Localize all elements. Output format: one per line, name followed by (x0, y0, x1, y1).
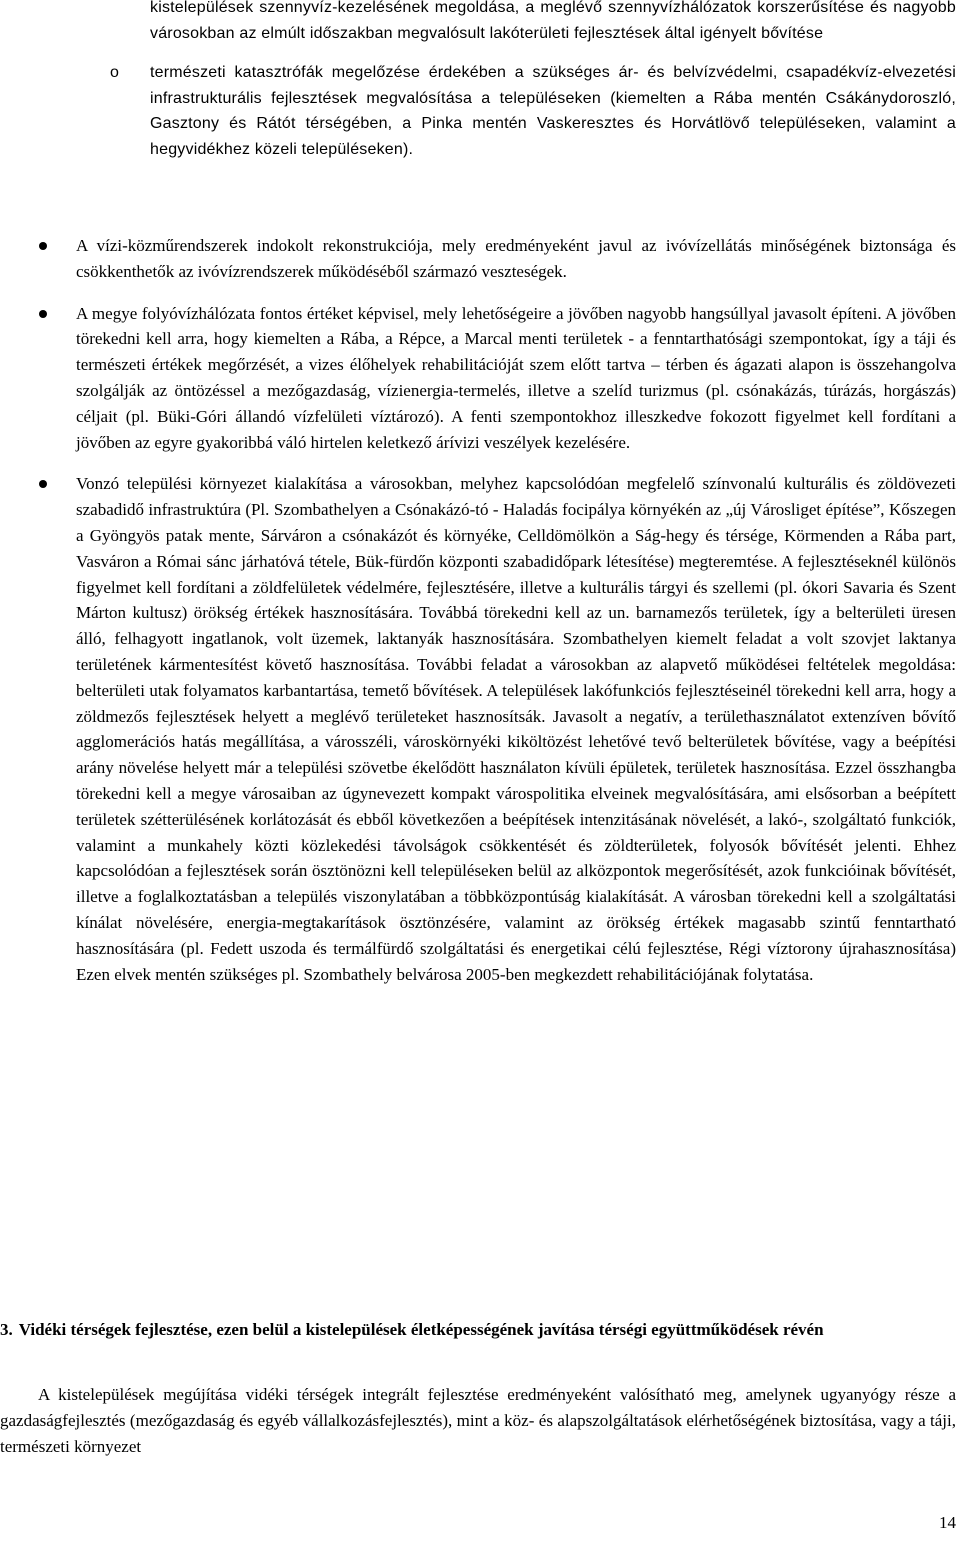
bullet-list-item (0, 301, 956, 456)
bullet-icon (39, 310, 47, 318)
sub-list (30, 0, 956, 176)
sub-list-item (30, 0, 956, 46)
section-body-paragraph: A kistelepülések megújítása vidéki térségek integrált fejlesztése eredményeként valósítható meg, amelynek ugyanyógy része a gazdaságfejlesztés (mezőgazdaság és egyéb vállalkozásfejlesztés), mint a köz- és alapszolgáltatások elérhetőségének biztosítása, vagy a táji, természeti környezet (0, 1385, 956, 1456)
sub-item-text: kistelepülések szennyvíz-kezelésének megoldása, a meglévő szennyvízhálózatok korszerűsítése és nagyobb városokban az elmúlt időszakban megvalósult lakóterületi fejlesztések által igényelt bővítése (150, 0, 956, 42)
section-title: Vidéki térségek fejlesztése, ezen belül a kistelepülések életképességének javítása térségi együttműködések révén (18, 1320, 824, 1339)
bullet-text: A vízi-közműrendszerek indokolt rekonstrukciója, mely eredményeként javul az ivóvízellátás minőségének biztonsága és csökkenthetők az ivóvízrendszerek működéséből származó veszteségek. (76, 236, 956, 281)
bullet-list (0, 233, 956, 1003)
sub-item-text: természeti katasztrófák megelőzése érdekében a szükséges ár- és belvízvédelmi, csapadékvíz-elvezetési infrastrukturális fejlesztések megvalósítása a településeken (kiemelten a Rába mentén Csákánydoroszló, Gasztony és Rátót térségében, a Pinka mentén Vaskeresztes és Horvátlövő településeken, valamint a hegyvidékhez közeli településeken). (150, 64, 956, 158)
section-number: 3. (0, 1320, 13, 1339)
bullet-list-item (0, 233, 956, 285)
sub-item-marker: o (110, 64, 119, 81)
sub-list-item (30, 60, 956, 162)
bullet-text: Vonzó települési környezet kialakítása a városokban, melyhez kapcsolódóan megfelelő színvonalú kulturális és zöldövezeti szabadidő infrastruktúra (Pl. Szombathelyen a Csónakázó-tó - Haladás focipálya környékén az „új Városliget építése”, Kőszegen a Gyöngyös patak mente, Sárváron a csónakázót és környéke, Celldömölkön a Ság-hegy és térsége, Körmenden a Rába part, Vasváron a Római sánc járhatóvá tétele, Bük-fürdőn központi szabadidőpark létesítése) megteremtése. A fejlesztéseknél különös figyelmet kell fordítani a zöldfelületek védelmére, fejlesztésére, illetve a kulturális tárgyi és szellemi (pl. ókori Savaria és Szent Márton kultusz) örökség értékek hasznosítására. Továbbá törekedni kell az un. barnamezős területek, így a belterületi üresen álló, felhagyott ingatlanok, volt üzemek, laktanyák hasznosítására. Szombathelyen kiemelt feladat a volt szovjet laktanya területének kármentesítést követő hasznosítása. További feladat a városokban az alapvető működései feltételek megoldása: belterületi utak folyamatos karbantartása, temető bővítések. A települések lakófunkciós fejlesztéseinél törekedni kell arra, hogy a zöldmezős fejlesztések helyett a meglévő területeket hasznosítsák. Javasolt a negatív, a területhasználatot extenzíven bővítő agglomerációs hatás megállítása, a városszéli, városkörnyéki kiköltözést lehetővé tevő belterületek bővítése, vagy a beépítési arány növelése helyett már a települési szövetbe ékelődött használaton kívüli épületek, területek hasznosítása. Ezzel összhangba törekedni kell a megye városaiban az úgynevezett kompakt várospolitika elveinek megvalósítására, ami elsősorban a beépített területek szétterülésének korlátozását és ebből következően a beépítések intenzitásának növelését, a lakó-, szolgáltató funkciók, valamint a munkahely közti közlekedési távolságok csökkentését és zöldterületek, folyosók bővítését jelenti. Ehhez kapcsolódóan a fejlesztések során ösztönözni kell településeken belül az alközpontok megerősítését, azok funkcióinak bővítését, illetve a foglalkoztatásban a település viszonylatában a többközpontúság kialakítását. A városban törekedni kell a szolgáltatási kínálat növelésére, energia-megtakarítások ösztönzésére, valamint az örökség értékek magasabb szintű fenntartható hasznosítására (pl. Fedett uszoda és termálfürdő szolgáltatási és energetikai célú fejlesztése, Régi víztorony újrahasznosítása) Ezen elvek mentén szükséges pl. Szombathely belvárosa 2005-ben megkezdett rehabilitációjának folytatása. (76, 474, 956, 984)
section-heading (0, 1317, 956, 1343)
bullet-text: A megye folyóvízhálózata fontos értéket képvisel, mely lehetőségeire a jövőben nagyobb hangsúllyal javasolt építeni. A jövőben törekedni kell arra, hogy kiemelten a Rába, a Répce, a Marcal menti területek - a fenntarthatósági szempontokat, így a táji és természeti értékek megőrzését, a vizes élőhelyek rehabilitációját szem előtt tartva – térben és ágazati alapon is összehangolva szolgálják az öntözéssel a mezőgazdaság, vízienergia-termelés, illetve a szelíd turizmus (pl. csónakázás, túrázás, horgászás) céljait (pl. Büki-Góri állandó vízfelületi víztározó). A fenti szempontokhoz illeszkedve fokozott figyelmet kell fordítani a jövőben az egyre gyakoribbá váló hirtelen keletkező árívizi veszélyek kezelésére. (76, 303, 956, 452)
bullet-icon (39, 242, 47, 250)
bullet-icon (39, 480, 47, 488)
page-number: 14 (939, 1513, 956, 1532)
bullet-list-item (0, 471, 956, 987)
